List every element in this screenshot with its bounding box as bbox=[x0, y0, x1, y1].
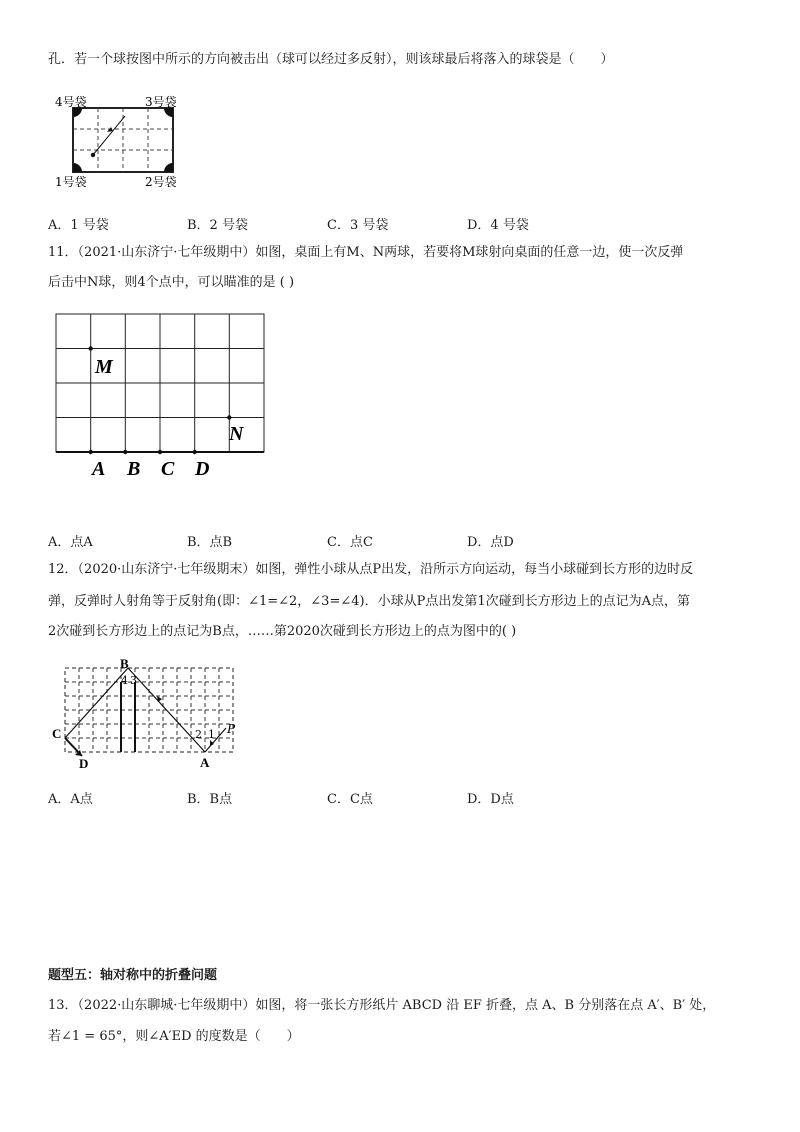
pocket-1-label: 1号袋 bbox=[55, 175, 87, 189]
angle-3-label: 3 bbox=[130, 674, 137, 687]
q10-option-c[interactable]: C．3 号袋 bbox=[327, 218, 389, 233]
ball-m bbox=[89, 346, 93, 350]
q10-billiard-figure bbox=[55, 95, 195, 190]
pocket-1-corner bbox=[73, 163, 82, 172]
q13-stem-line1: 13．（2022·山东聊城·七年级期中）如图，将一张长方形纸片 ABCD 沿 EF 折叠，点 A、B 分别落在点 A′、B′ 处， bbox=[48, 998, 716, 1013]
point-b-label: B bbox=[127, 458, 141, 480]
q11-option-d[interactable]: D．点D bbox=[467, 535, 514, 550]
q10-stem: 孔．若一个球按图中所示的方向被击出（球可以经过多反射），则该球最后将落入的球袋是（ ） bbox=[48, 52, 614, 67]
q11-stem-line1: 11．（2021·山东济宁·七年级期中）如图，桌面上有M、N两球，若要将M球射向桌面的任意一边，使一次反弹 bbox=[48, 245, 684, 260]
q12-option-a[interactable]: A．A点 bbox=[48, 792, 93, 807]
pocket-4-label: 4号袋 bbox=[55, 95, 87, 109]
path-c-to-b bbox=[65, 668, 128, 738]
point-a-label: A bbox=[200, 755, 210, 770]
q12-stem-line1: 12．（2020·山东济宁·七年级期末）如图，弹性小球从点P出发，沿所示方向运动，每当小球碰到长方形的边时反 bbox=[48, 562, 694, 577]
ball-m-label: M bbox=[95, 356, 113, 378]
angle-4-label: 4 bbox=[121, 674, 128, 687]
q10-option-b[interactable]: B．2 号袋 bbox=[187, 218, 248, 233]
angle-2-label: 2 bbox=[195, 728, 202, 741]
point-d-dot bbox=[193, 450, 197, 454]
q10-option-a[interactable]: A．1 号袋 bbox=[48, 218, 109, 233]
pocket-2-label: 2号袋 bbox=[145, 175, 177, 189]
pocket-3-label: 3号袋 bbox=[145, 95, 177, 109]
point-d-label: D bbox=[195, 458, 210, 480]
ball-n bbox=[227, 415, 231, 419]
q12-option-d[interactable]: D．D点 bbox=[467, 792, 514, 807]
point-d-label: D bbox=[79, 756, 89, 771]
q11-option-b[interactable]: B．点B bbox=[187, 535, 233, 550]
point-b-dot bbox=[123, 450, 127, 454]
ball-n-label: N bbox=[229, 423, 244, 445]
point-c-label: C bbox=[161, 458, 175, 480]
pocket-2-corner bbox=[164, 163, 173, 172]
q12-stem-line2: 弹，反弹时人射角等于反射角(即：∠1=∠2，∠3=∠4)．小球从P点出发第1次碰到长方形边上的点记为A点，第 bbox=[48, 594, 690, 609]
point-b-label: B bbox=[120, 656, 129, 671]
q12-option-c[interactable]: C．C点 bbox=[327, 792, 373, 807]
pocket-4-corner bbox=[73, 108, 82, 117]
point-a-dot bbox=[89, 450, 93, 454]
point-c-label: C bbox=[52, 726, 62, 741]
point-p-label: P bbox=[227, 722, 236, 736]
point-c-dot bbox=[158, 450, 162, 454]
ball-direction bbox=[93, 116, 125, 155]
q12-option-b[interactable]: B．B点 bbox=[187, 792, 233, 807]
q12-bounce-figure bbox=[50, 656, 250, 774]
pocket-3-corner bbox=[164, 108, 173, 117]
q11-table-figure bbox=[55, 312, 270, 482]
q12-stem-line3: 2次碰到长方形边上的点记为B点，……第2020次碰到长方形边上的点为图中的( ) bbox=[48, 624, 517, 639]
q11-option-a[interactable]: A．点A bbox=[48, 535, 93, 550]
q11-stem-line2: 后击中N球，则4个点中，可以瞄准的是 ( ) bbox=[48, 275, 295, 290]
q13-stem-line2: 若∠1 = 65°，则∠A′ED 的度数是（ ） bbox=[48, 1029, 300, 1044]
angle-1-label: 1 bbox=[208, 728, 215, 741]
section-title: 题型五：轴对称中的折叠问题 bbox=[48, 968, 218, 983]
q11-option-c[interactable]: C．点C bbox=[327, 535, 373, 550]
q10-option-d[interactable]: D．4 号袋 bbox=[467, 218, 529, 233]
point-a-label: A bbox=[92, 458, 106, 480]
